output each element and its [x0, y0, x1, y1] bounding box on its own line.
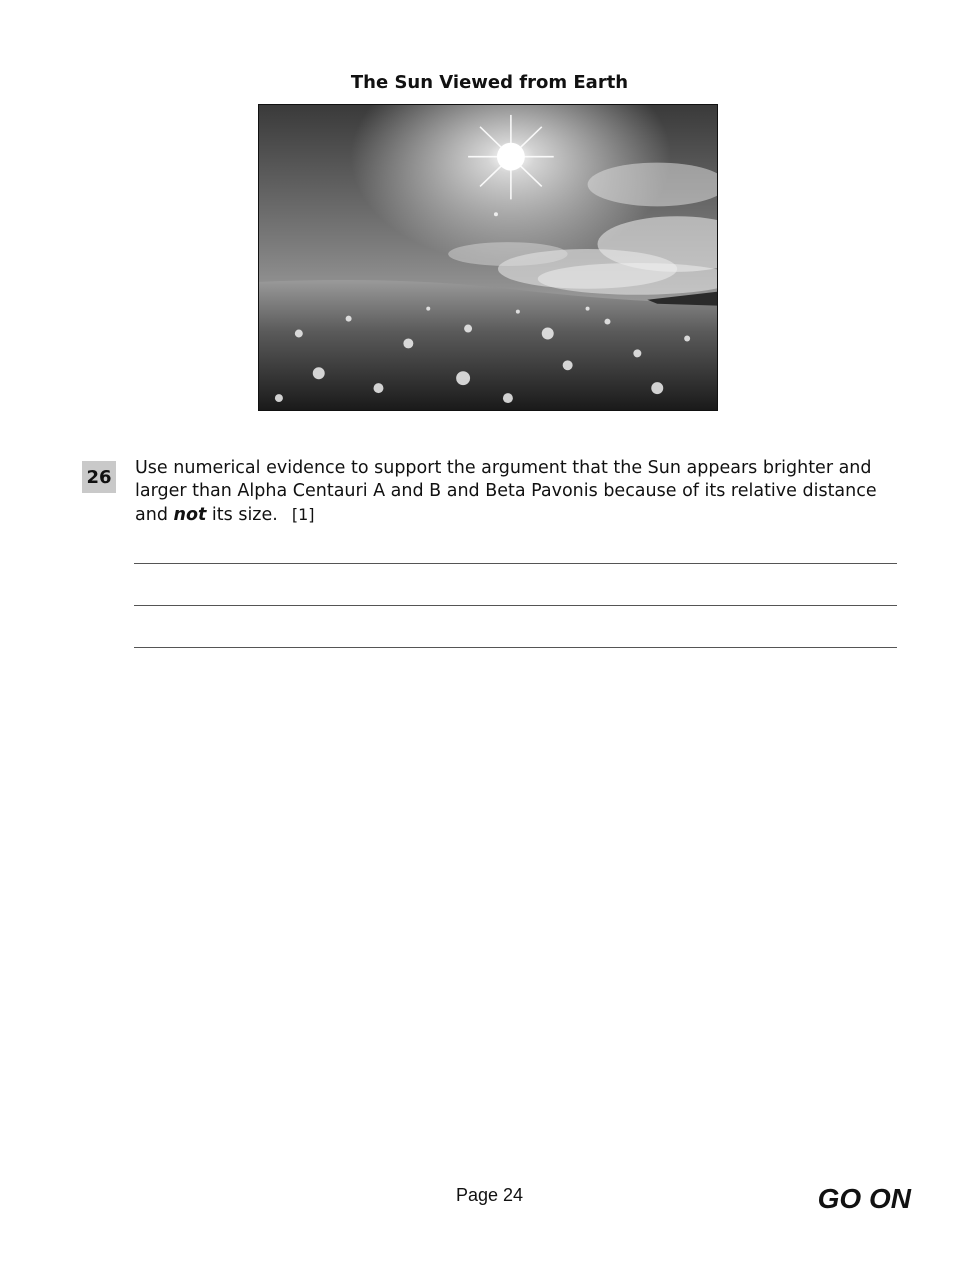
- go-on-label: GO ON: [817, 1183, 911, 1214]
- answer-line-2[interactable]: [134, 605, 897, 606]
- question-number: 26: [82, 461, 116, 493]
- question-text-end: its size.: [206, 505, 278, 525]
- emphasis-word: not: [173, 505, 207, 525]
- answer-line-3[interactable]: [134, 647, 897, 648]
- question-prompt: [135, 457, 905, 527]
- figure-title: The Sun Viewed from Earth: [350, 72, 629, 93]
- point-value: [1]: [291, 505, 315, 524]
- question-text-start: Use numerical evidence to support the argument that the Sun appears brighter and larger than Alpha Centauri A and B and Beta Pavonis because of its relative distance and: [135, 458, 877, 525]
- page-number: Page 24: [455, 1185, 524, 1205]
- answer-line-1[interactable]: [134, 563, 897, 564]
- sun-over-field-photo: [258, 104, 718, 411]
